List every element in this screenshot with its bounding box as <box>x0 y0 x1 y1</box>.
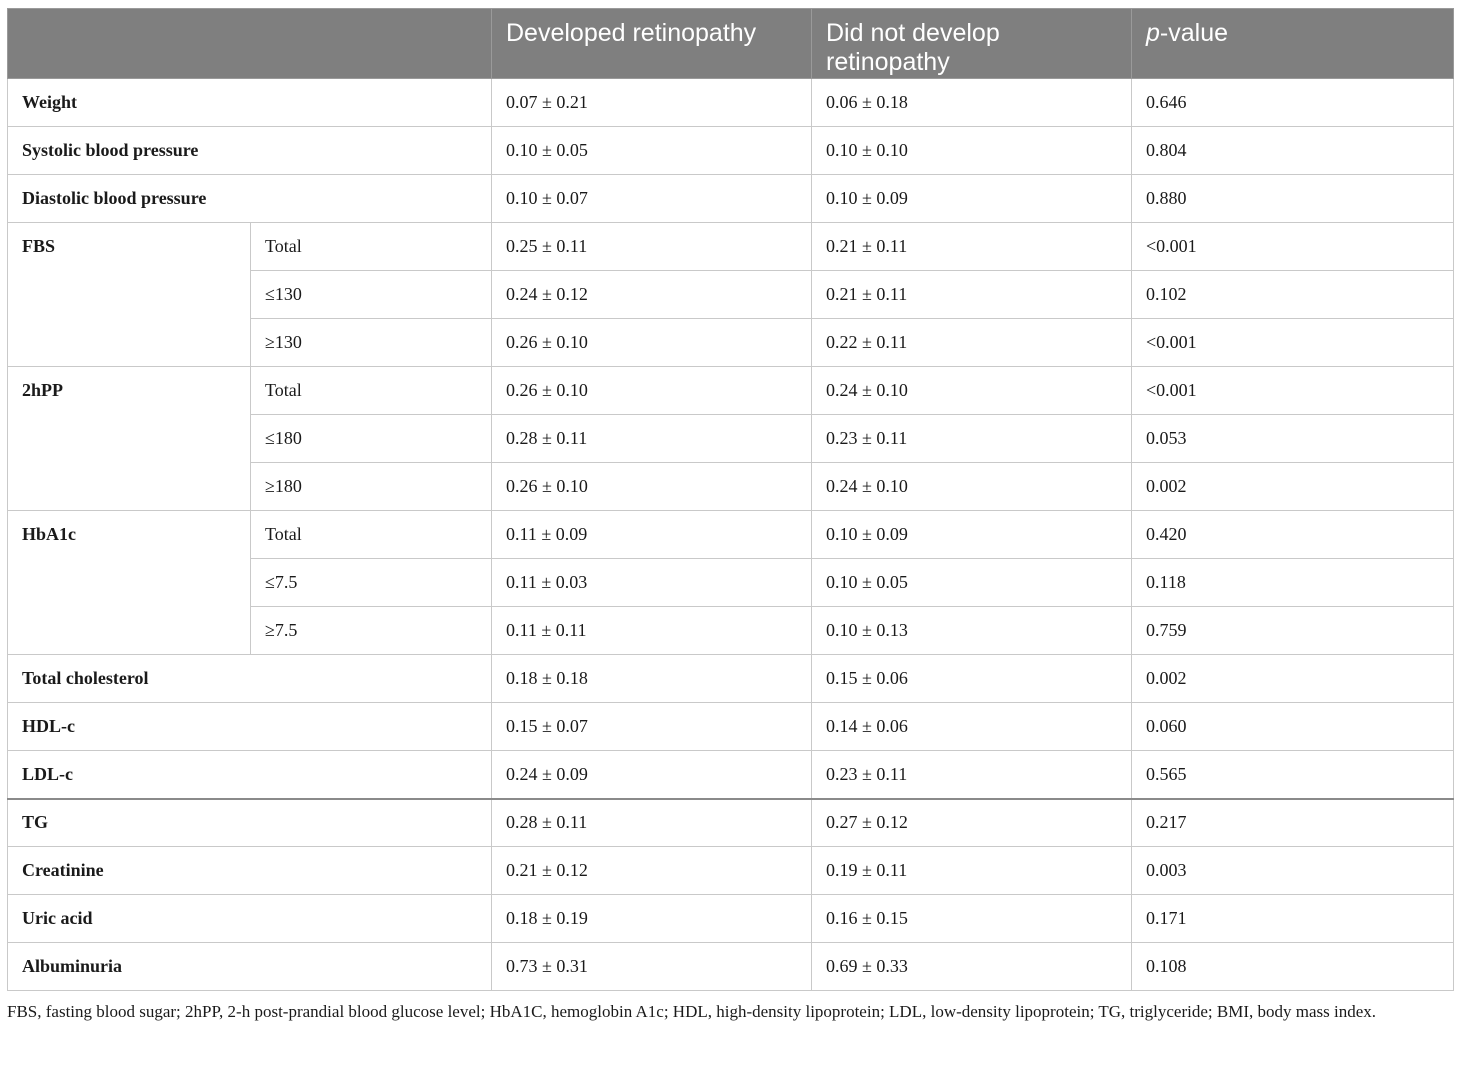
table-row-hdl <box>8 703 1454 751</box>
cell-subgroup: Total <box>251 511 492 559</box>
cell-developed: 0.26 ± 0.10 <box>492 319 812 367</box>
p-value-italic-p: p <box>1146 19 1160 47</box>
row-label: Weight <box>8 79 492 127</box>
cell-not-developed: 0.10 ± 0.09 <box>812 175 1132 223</box>
header-variable-column <box>8 9 492 79</box>
row-group-label: HbA1c <box>8 511 251 655</box>
cell-developed: 0.18 ± 0.18 <box>492 655 812 703</box>
cell-not-developed: 0.10 ± 0.09 <box>812 511 1132 559</box>
cell-p-value: 0.217 <box>1132 799 1454 847</box>
cell-developed: 0.07 ± 0.21 <box>492 79 812 127</box>
cell-subgroup: ≤180 <box>251 415 492 463</box>
cell-p-value: 0.002 <box>1132 655 1454 703</box>
cell-p-value: 0.003 <box>1132 847 1454 895</box>
cell-developed: 0.18 ± 0.19 <box>492 895 812 943</box>
table-footnote: FBS, fasting blood sugar; 2hPP, 2-h post-prandial blood glucose level; HbA1C, hemoglobin A1c; HDL, high-density lipoprotein; LDL, low-density lipoprotein; TG, triglyceride; BMI, body mass index. <box>7 1002 1376 1021</box>
cell-not-developed: 0.27 ± 0.12 <box>812 799 1132 847</box>
cell-not-developed: 0.23 ± 0.11 <box>812 751 1132 799</box>
row-label: Systolic blood pressure <box>8 127 492 175</box>
cell-not-developed: 0.21 ± 0.11 <box>812 223 1132 271</box>
table-row-total-cholesterol <box>8 655 1454 703</box>
cell-not-developed: 0.21 ± 0.11 <box>812 271 1132 319</box>
row-label: Diastolic blood pressure <box>8 175 492 223</box>
row-label: Albuminuria <box>8 943 492 991</box>
cell-p-value: 0.759 <box>1132 607 1454 655</box>
table-row-weight <box>8 79 1454 127</box>
cell-subgroup: Total <box>251 223 492 271</box>
cell-not-developed: 0.14 ± 0.06 <box>812 703 1132 751</box>
cell-p-value: 0.060 <box>1132 703 1454 751</box>
table-header-row <box>8 9 1454 79</box>
cell-developed: 0.25 ± 0.11 <box>492 223 812 271</box>
cell-p-value: <0.001 <box>1132 367 1454 415</box>
cell-p-value: <0.001 <box>1132 223 1454 271</box>
cell-developed: 0.73 ± 0.31 <box>492 943 812 991</box>
table-row-hba1c-total <box>8 511 1454 559</box>
table-row-systolic-bp <box>8 127 1454 175</box>
cell-not-developed: 0.10 ± 0.13 <box>812 607 1132 655</box>
cell-p-value: 0.002 <box>1132 463 1454 511</box>
cell-developed: 0.24 ± 0.09 <box>492 751 812 799</box>
cell-p-value: 0.565 <box>1132 751 1454 799</box>
header-p-value <box>1132 9 1454 79</box>
cell-p-value: 0.118 <box>1132 559 1454 607</box>
cell-not-developed: 0.24 ± 0.10 <box>812 367 1132 415</box>
table-row-fbs-total <box>8 223 1454 271</box>
cell-developed: 0.26 ± 0.10 <box>492 367 812 415</box>
cell-subgroup: Total <box>251 367 492 415</box>
cell-p-value: 0.108 <box>1132 943 1454 991</box>
cell-p-value: 0.880 <box>1132 175 1454 223</box>
row-label: Total cholesterol <box>8 655 492 703</box>
cell-not-developed: 0.10 ± 0.10 <box>812 127 1132 175</box>
cell-developed: 0.11 ± 0.09 <box>492 511 812 559</box>
cell-p-value: 0.420 <box>1132 511 1454 559</box>
cell-developed: 0.21 ± 0.12 <box>492 847 812 895</box>
cell-p-value: <0.001 <box>1132 319 1454 367</box>
table-row-tg <box>8 799 1454 847</box>
cell-developed: 0.15 ± 0.07 <box>492 703 812 751</box>
cell-not-developed: 0.69 ± 0.33 <box>812 943 1132 991</box>
cell-p-value: 0.646 <box>1132 79 1454 127</box>
row-group-label: FBS <box>8 223 251 367</box>
row-label: HDL-c <box>8 703 492 751</box>
cell-developed: 0.28 ± 0.11 <box>492 799 812 847</box>
table-row-uric-acid <box>8 895 1454 943</box>
row-label: TG <box>8 799 492 847</box>
header-developed-retinopathy: Developed retinopathy <box>492 9 812 79</box>
cell-developed: 0.28 ± 0.11 <box>492 415 812 463</box>
row-label: LDL-c <box>8 751 492 799</box>
row-label: Creatinine <box>8 847 492 895</box>
p-value-suffix: -value <box>1159 19 1228 47</box>
cell-subgroup: ≥7.5 <box>251 607 492 655</box>
cell-not-developed: 0.10 ± 0.05 <box>812 559 1132 607</box>
table-row-diastolic-bp <box>8 175 1454 223</box>
table-row-creatinine <box>8 847 1454 895</box>
cell-p-value: 0.102 <box>1132 271 1454 319</box>
results-table <box>7 8 1454 991</box>
cell-not-developed: 0.16 ± 0.15 <box>812 895 1132 943</box>
table-row-albuminuria <box>8 943 1454 991</box>
cell-not-developed: 0.22 ± 0.11 <box>812 319 1132 367</box>
cell-subgroup: ≤7.5 <box>251 559 492 607</box>
cell-subgroup: ≥130 <box>251 319 492 367</box>
cell-developed: 0.11 ± 0.11 <box>492 607 812 655</box>
cell-not-developed: 0.19 ± 0.11 <box>812 847 1132 895</box>
cell-p-value: 0.171 <box>1132 895 1454 943</box>
header-did-not-develop-retinopathy: Did not develop retinopathy <box>812 9 1132 79</box>
table-row-2hpp-total <box>8 367 1454 415</box>
cell-subgroup: ≥180 <box>251 463 492 511</box>
cell-developed: 0.10 ± 0.07 <box>492 175 812 223</box>
cell-developed: 0.10 ± 0.05 <box>492 127 812 175</box>
cell-p-value: 0.804 <box>1132 127 1454 175</box>
cell-not-developed: 0.15 ± 0.06 <box>812 655 1132 703</box>
cell-developed: 0.26 ± 0.10 <box>492 463 812 511</box>
cell-p-value: 0.053 <box>1132 415 1454 463</box>
table-row-ldl <box>8 751 1454 799</box>
cell-not-developed: 0.06 ± 0.18 <box>812 79 1132 127</box>
cell-not-developed: 0.23 ± 0.11 <box>812 415 1132 463</box>
cell-subgroup: ≤130 <box>251 271 492 319</box>
cell-developed: 0.24 ± 0.12 <box>492 271 812 319</box>
cell-developed: 0.11 ± 0.03 <box>492 559 812 607</box>
table-container <box>7 8 1453 1024</box>
row-label: Uric acid <box>8 895 492 943</box>
cell-not-developed: 0.24 ± 0.10 <box>812 463 1132 511</box>
row-group-label: 2hPP <box>8 367 251 511</box>
